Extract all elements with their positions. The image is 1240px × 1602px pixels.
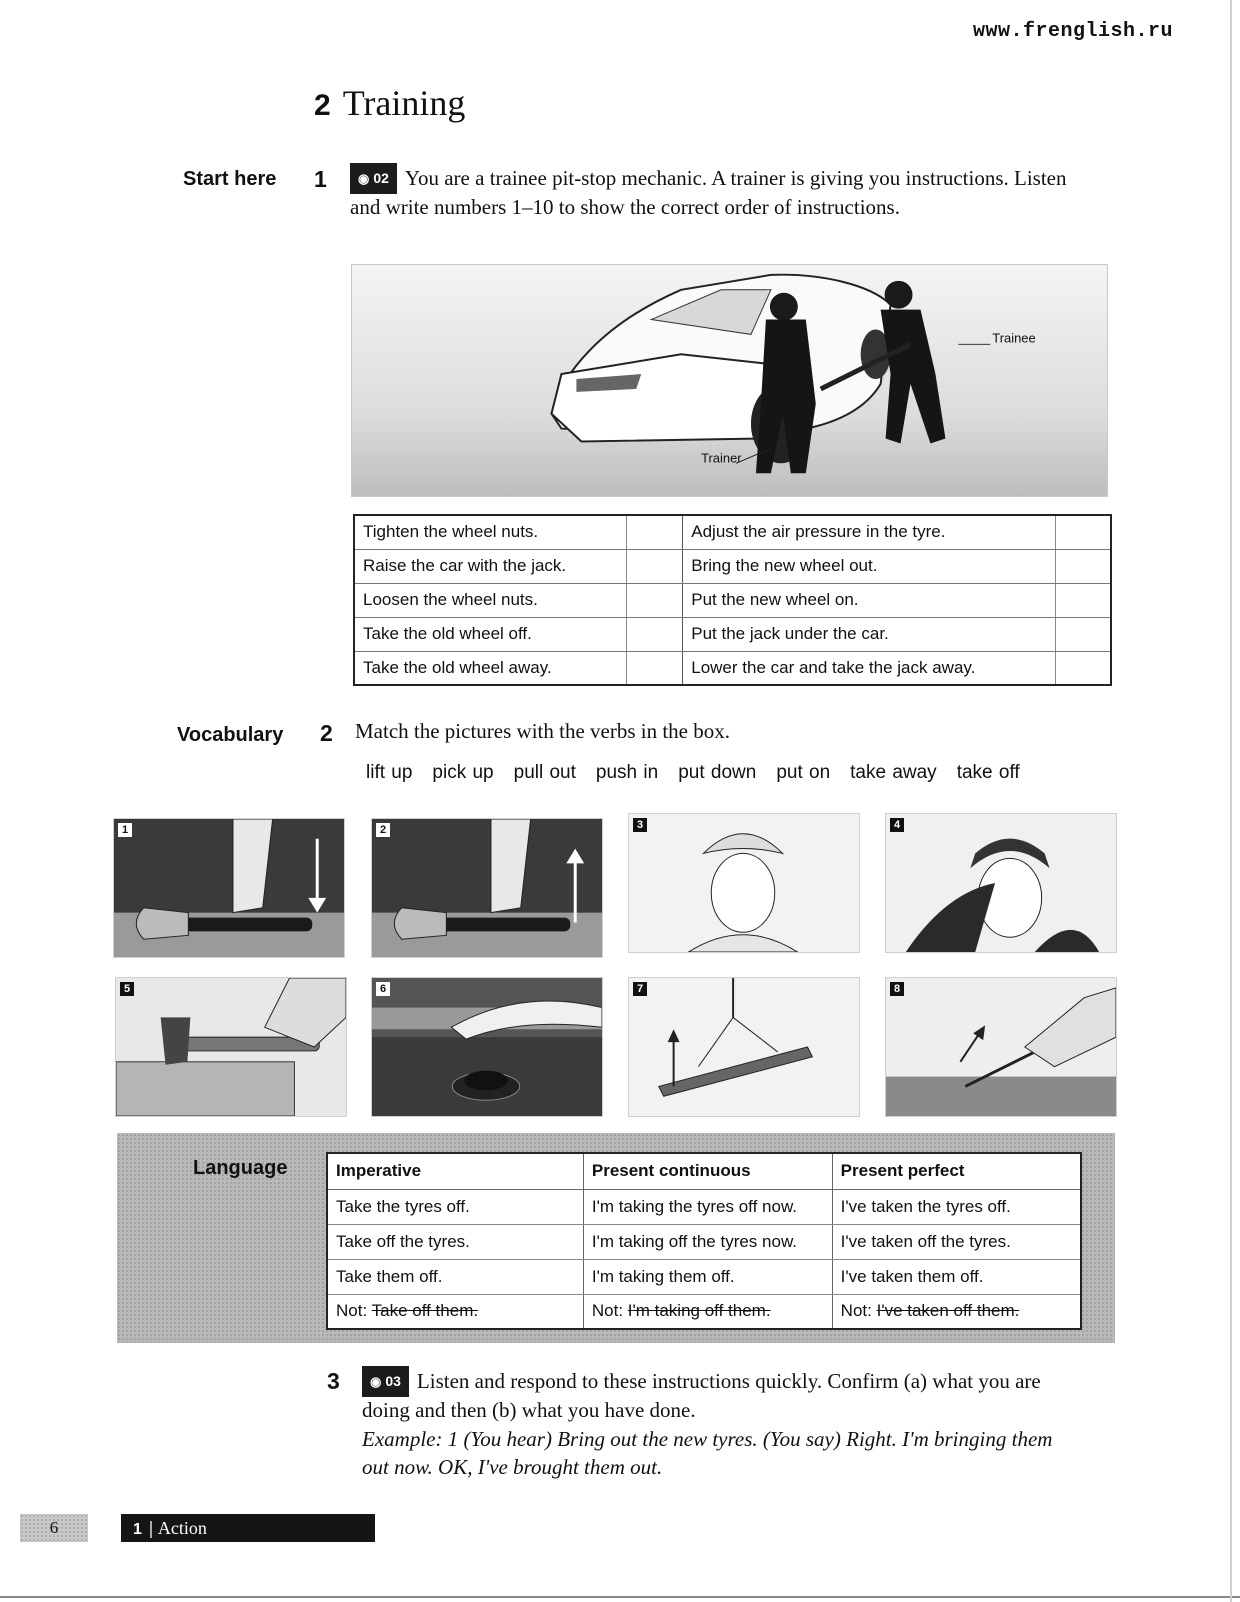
footer-unit-name: Action <box>157 1518 207 1538</box>
table-cell: I'm taking off the tyres now. <box>583 1224 832 1259</box>
picture-number: 7 <box>633 982 647 996</box>
verb: pull out <box>513 762 576 783</box>
not-prefix: Not: <box>591 1301 624 1321</box>
answer-box[interactable] <box>1055 515 1111 549</box>
table-row <box>327 1259 1081 1294</box>
answer-box[interactable] <box>1055 651 1111 685</box>
picture-1[interactable] <box>113 818 345 958</box>
step-text: Adjust the air pressure in the tyre. <box>683 515 1055 549</box>
table-cell: I've taken the tyres off. <box>832 1189 1081 1224</box>
cd-icon: ◉ <box>358 171 370 186</box>
side-label-start-here: Start here <box>183 168 277 190</box>
ordering-table <box>353 514 1112 686</box>
table-row <box>354 617 1111 651</box>
cd-icon: ◉ <box>370 1374 382 1389</box>
column-header: Imperative <box>327 1153 583 1189</box>
picture-number: 4 <box>890 818 904 832</box>
picture-5[interactable] <box>115 977 347 1117</box>
right-edge-rule <box>1230 0 1232 1602</box>
table-cell: I've taken off the tyres. <box>832 1224 1081 1259</box>
answer-box[interactable] <box>1055 617 1111 651</box>
verb: put down <box>678 762 757 783</box>
site-url[interactable]: www.frenglish.ru <box>973 20 1174 43</box>
footer-unit-bar <box>121 1514 375 1542</box>
track-number: 03 <box>385 1373 401 1389</box>
unit-number: 2 <box>314 89 331 122</box>
step-text: Take the old wheel off. <box>354 617 627 651</box>
verb: put on <box>776 762 831 783</box>
column-header: Present perfect <box>832 1153 1081 1189</box>
table-cell: Take off the tyres. <box>327 1224 583 1259</box>
audio-track-badge[interactable] <box>362 1366 409 1397</box>
page-number: 6 <box>20 1514 88 1542</box>
answer-box[interactable] <box>627 617 683 651</box>
picture-number: 6 <box>376 982 390 996</box>
table-cell: I'm taking the tyres off now. <box>583 1189 832 1224</box>
exercise-2-instructions: Match the pictures with the verbs in the box. <box>355 719 730 743</box>
answer-box[interactable] <box>627 651 683 685</box>
instruction-text: You are a trainee pit-stop mechanic. A trainer is giving you instructions. Listen and write numbers 1–10 to show the correct order of instructions. <box>350 166 1067 219</box>
picture-number: 1 <box>118 823 132 837</box>
answer-box[interactable] <box>627 515 683 549</box>
instruction-text: Listen and respond to these instructions quickly. Confirm (a) what you are doing and then (b) what you have done. <box>362 1369 1041 1422</box>
picture-7[interactable] <box>628 977 860 1117</box>
table-row <box>327 1189 1081 1224</box>
not-prefix: Not: <box>840 1301 872 1321</box>
table-cell <box>832 1294 1081 1329</box>
picture-2[interactable] <box>371 818 603 958</box>
table-row <box>354 651 1111 685</box>
verb: take off <box>956 762 1020 783</box>
step-text: Tighten the wheel nuts. <box>354 515 627 549</box>
picture-6[interactable] <box>371 977 603 1117</box>
picture-4[interactable] <box>885 813 1117 953</box>
exercise-number-2: 2 <box>320 720 333 746</box>
grammar-table <box>326 1152 1082 1330</box>
language-label: Language <box>193 1157 288 1179</box>
table-cell: Take them off. <box>327 1259 583 1294</box>
picture-3[interactable] <box>628 813 860 953</box>
unit-title <box>314 82 465 124</box>
table-cell <box>327 1294 583 1329</box>
bottom-rule <box>0 1596 1240 1598</box>
table-row <box>354 583 1111 617</box>
incorrect-form: I'm taking off them. <box>627 1301 771 1321</box>
table-cell: Take the tyres off. <box>327 1189 583 1224</box>
verb: push in <box>595 762 659 783</box>
step-text: Bring the new wheel out. <box>683 549 1055 583</box>
answer-box[interactable] <box>1055 583 1111 617</box>
side-label-vocabulary: Vocabulary <box>177 724 284 746</box>
footer-unit-number: 1 <box>133 1521 152 1538</box>
verb: take away <box>850 762 937 783</box>
picture-number: 5 <box>120 982 134 996</box>
not-prefix: Not: <box>336 1301 368 1321</box>
incorrect-form: Take off them. <box>371 1301 479 1321</box>
picture-number: 2 <box>376 823 390 837</box>
incorrect-form: I've taken off them. <box>876 1301 1020 1321</box>
column-header: Present continuous <box>583 1153 832 1189</box>
table-row <box>354 549 1111 583</box>
answer-box[interactable] <box>627 583 683 617</box>
exercise-number-1: 1 <box>314 166 327 192</box>
exercise-number-3: 3 <box>327 1368 340 1394</box>
exercise-1-instructions <box>350 163 1070 221</box>
table-cell <box>583 1294 832 1329</box>
step-text: Take the old wheel away. <box>354 651 627 685</box>
audio-track-badge[interactable] <box>350 163 397 194</box>
step-text: Raise the car with the jack. <box>354 549 627 583</box>
table-header-row <box>327 1153 1081 1189</box>
step-text: Put the jack under the car. <box>683 617 1055 651</box>
verb-box <box>366 762 1040 784</box>
picture-8[interactable] <box>885 977 1117 1117</box>
step-text: Lower the car and take the jack away. <box>683 651 1055 685</box>
table-cell: I'm taking them off. <box>583 1259 832 1294</box>
table-cell: I've taken them off. <box>832 1259 1081 1294</box>
exercise-3-instructions <box>362 1366 1092 1424</box>
answer-box[interactable] <box>627 549 683 583</box>
exercise-3-example: Example: 1 (You hear) Bring out the new tyres. (You say) Right. I'm bringing them out now. OK, I've brought them out. <box>362 1427 1053 1479</box>
step-text: Loosen the wheel nuts. <box>354 583 627 617</box>
table-row <box>354 515 1111 549</box>
picture-number: 8 <box>890 982 904 996</box>
table-row <box>327 1224 1081 1259</box>
verb: pick up <box>432 762 494 783</box>
pit-stop-illustration <box>351 264 1108 497</box>
picture-number: 3 <box>633 818 647 832</box>
track-number: 02 <box>373 170 389 186</box>
table-row-incorrect <box>327 1294 1081 1329</box>
unit-name: Training <box>342 83 466 123</box>
verb: lift up <box>366 762 413 783</box>
answer-box[interactable] <box>1055 549 1111 583</box>
label-trainer: Trainer <box>701 450 742 466</box>
step-text: Put the new wheel on. <box>683 583 1055 617</box>
label-trainee: Trainee <box>992 330 1036 346</box>
